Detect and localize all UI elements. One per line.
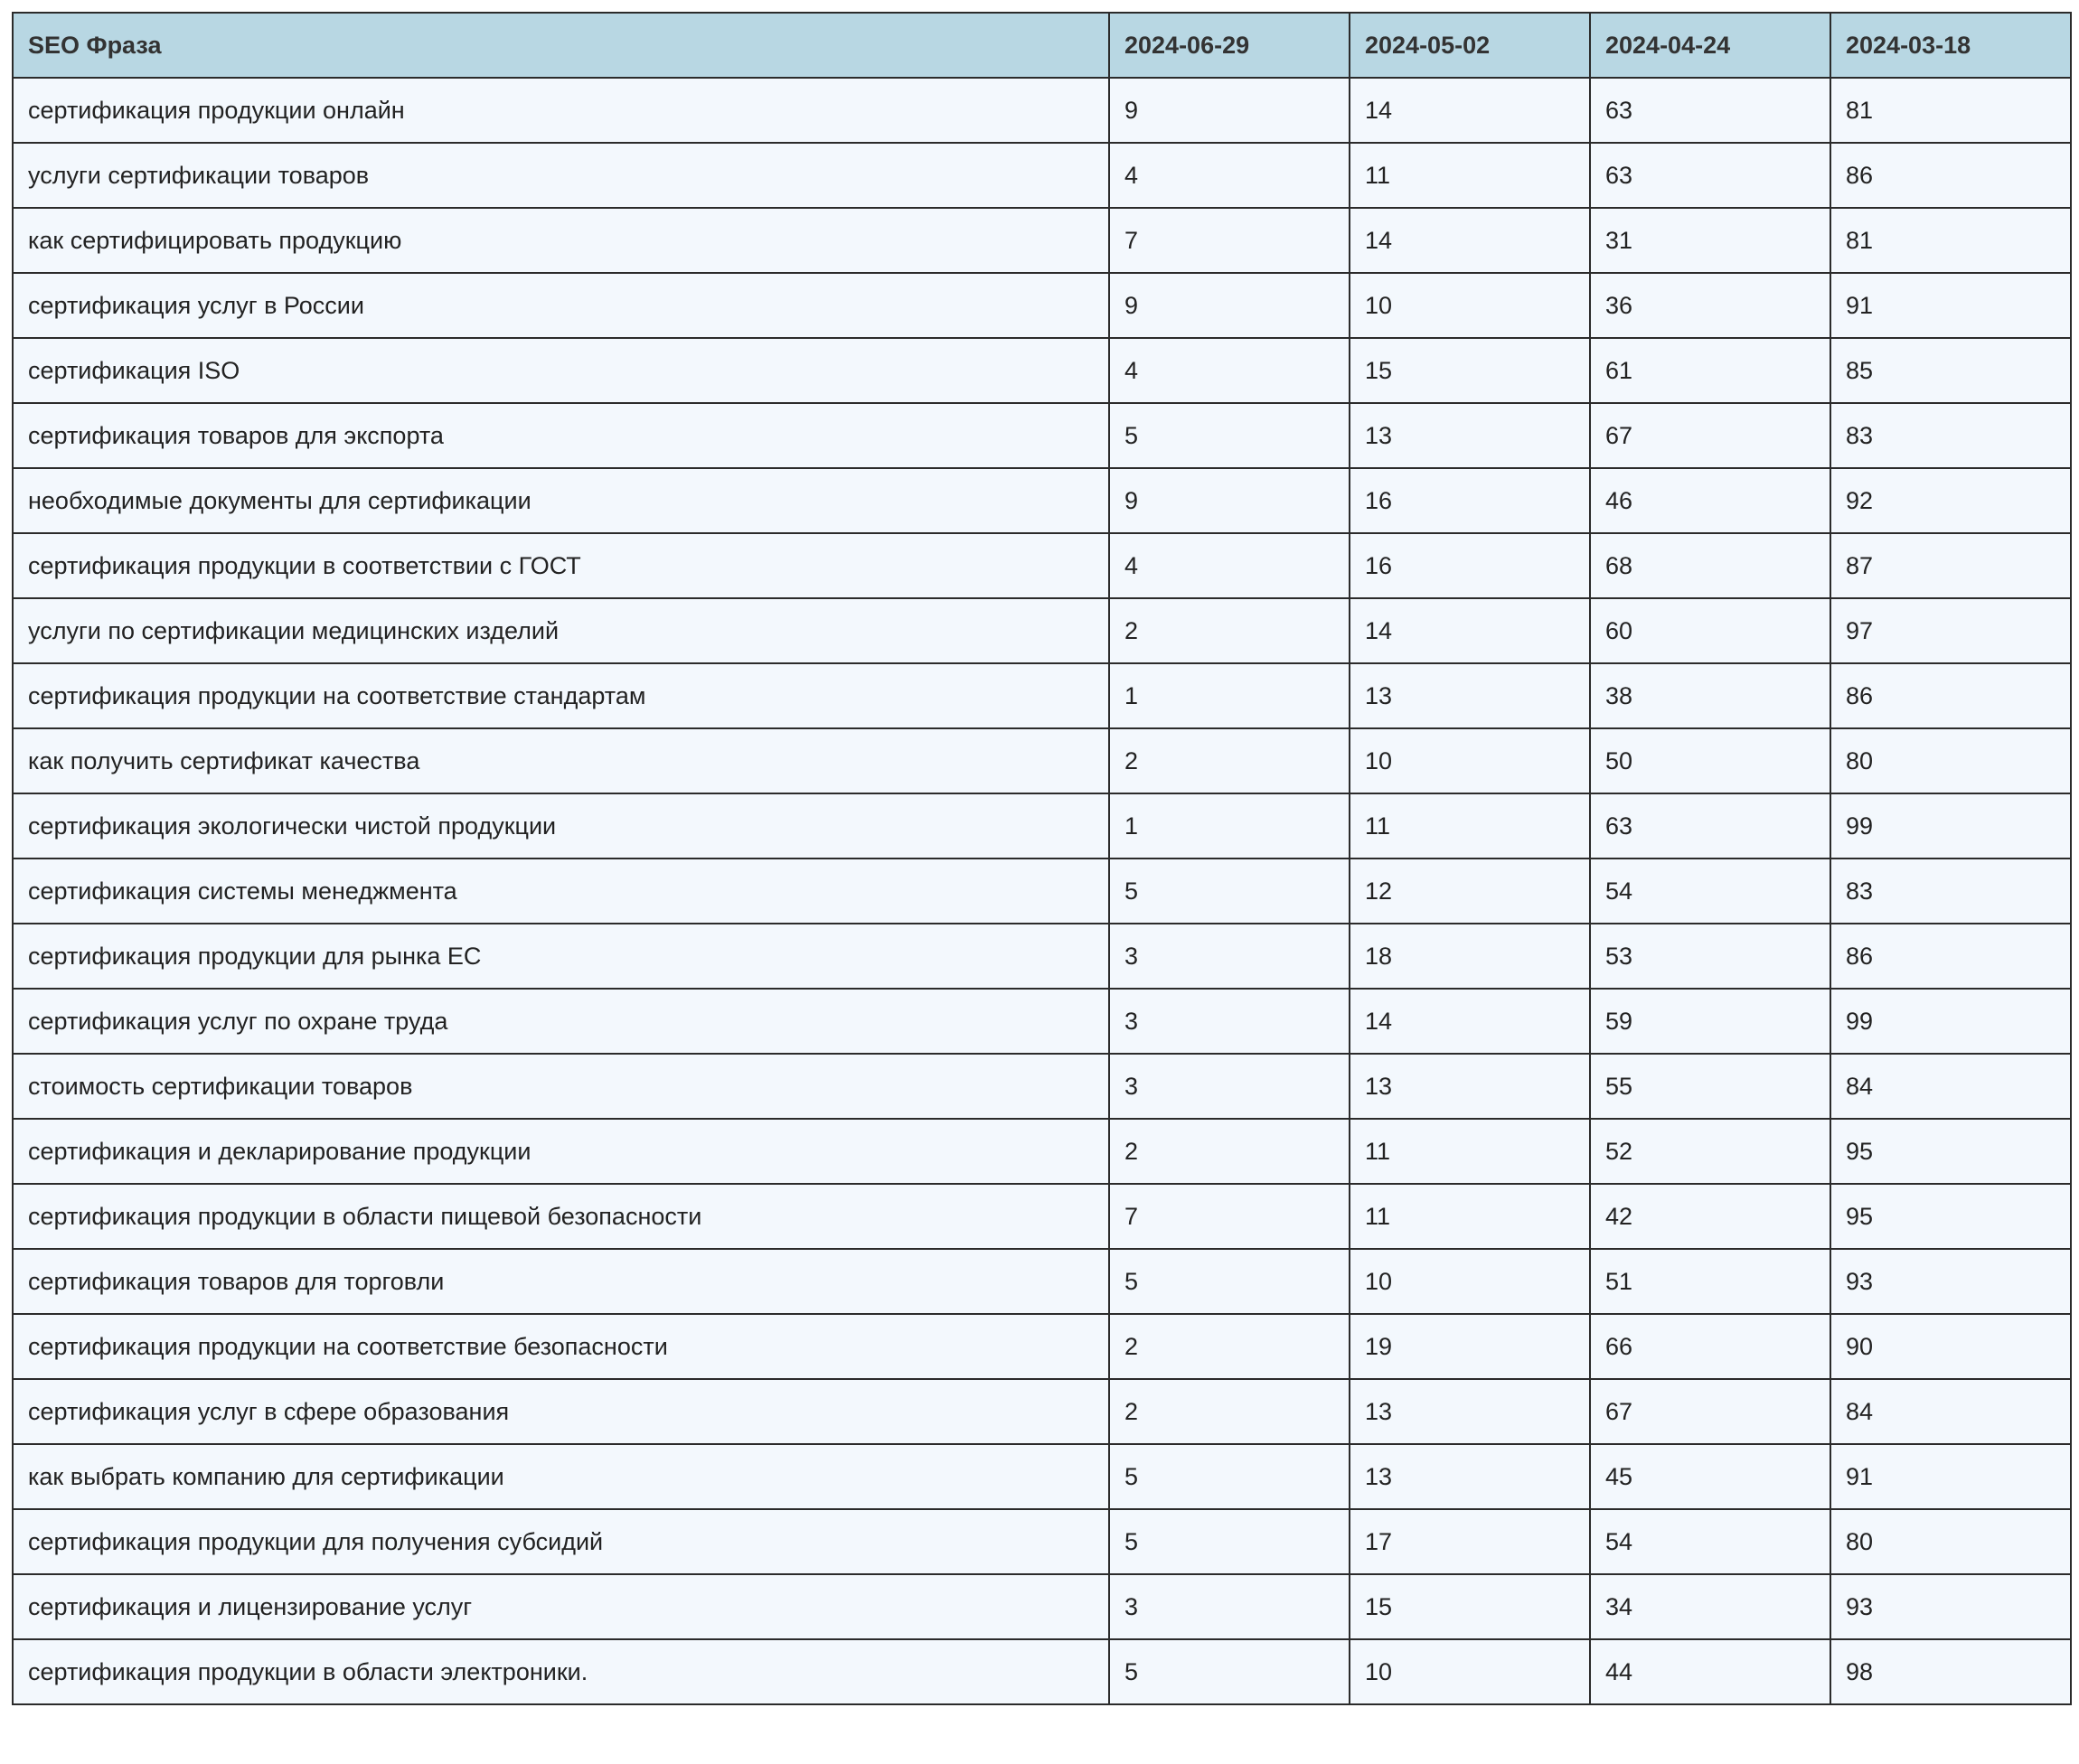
cell-position-value: 80 xyxy=(1830,728,2071,793)
table-row xyxy=(13,1574,2071,1639)
cell-position-value: 4 xyxy=(1109,143,1350,208)
cell-position-value: 44 xyxy=(1590,1639,1830,1704)
cell-position-value: 13 xyxy=(1350,1379,1590,1444)
cell-position-value: 2 xyxy=(1109,598,1350,663)
cell-position-value: 11 xyxy=(1350,1119,1590,1184)
cell-position-value: 5 xyxy=(1109,859,1350,924)
cell-seo-phrase: сертификация услуг по охране труда xyxy=(13,989,1109,1054)
cell-position-value: 16 xyxy=(1350,468,1590,533)
table-row xyxy=(13,143,2071,208)
cell-position-value: 3 xyxy=(1109,1054,1350,1119)
cell-position-value: 10 xyxy=(1350,728,1590,793)
cell-position-value: 81 xyxy=(1830,208,2071,273)
cell-seo-phrase: как выбрать компанию для сертификации xyxy=(13,1444,1109,1509)
cell-position-value: 1 xyxy=(1109,793,1350,859)
cell-seo-phrase: стоимость сертификации товаров xyxy=(13,1054,1109,1119)
table-row xyxy=(13,859,2071,924)
cell-position-value: 51 xyxy=(1590,1249,1830,1314)
header-seo-phrase: SEO Фраза xyxy=(13,13,1109,78)
cell-position-value: 50 xyxy=(1590,728,1830,793)
cell-seo-phrase: сертификация продукции для получения субсидий xyxy=(13,1509,1109,1574)
cell-position-value: 14 xyxy=(1350,598,1590,663)
cell-position-value: 18 xyxy=(1350,924,1590,989)
table-row xyxy=(13,1444,2071,1509)
cell-position-value: 99 xyxy=(1830,793,2071,859)
table-row xyxy=(13,1184,2071,1249)
cell-position-value: 10 xyxy=(1350,273,1590,338)
cell-position-value: 5 xyxy=(1109,1639,1350,1704)
cell-position-value: 68 xyxy=(1590,533,1830,598)
cell-position-value: 16 xyxy=(1350,533,1590,598)
cell-position-value: 93 xyxy=(1830,1249,2071,1314)
cell-seo-phrase: необходимые документы для сертификации xyxy=(13,468,1109,533)
cell-position-value: 98 xyxy=(1830,1639,2071,1704)
table-row xyxy=(13,1054,2071,1119)
cell-seo-phrase: сертификация товаров для торговли xyxy=(13,1249,1109,1314)
cell-position-value: 91 xyxy=(1830,273,2071,338)
header-date-4: 2024-03-18 xyxy=(1830,13,2071,78)
cell-seo-phrase: сертификация продукции в области пищевой безопасности xyxy=(13,1184,1109,1249)
cell-seo-phrase: сертификация продукции на соответствие стандартам xyxy=(13,663,1109,728)
cell-seo-phrase: сертификация системы менеджмента xyxy=(13,859,1109,924)
table-row xyxy=(13,1249,2071,1314)
cell-position-value: 63 xyxy=(1590,78,1830,143)
table-row xyxy=(13,1509,2071,1574)
cell-position-value: 67 xyxy=(1590,403,1830,468)
cell-position-value: 42 xyxy=(1590,1184,1830,1249)
table-row xyxy=(13,989,2071,1054)
header-date-3: 2024-04-24 xyxy=(1590,13,1830,78)
table-row xyxy=(13,598,2071,663)
cell-seo-phrase: сертификация продукции в области электроники. xyxy=(13,1639,1109,1704)
cell-position-value: 53 xyxy=(1590,924,1830,989)
table-row xyxy=(13,338,2071,403)
cell-position-value: 80 xyxy=(1830,1509,2071,1574)
cell-position-value: 59 xyxy=(1590,989,1830,1054)
table-row xyxy=(13,728,2071,793)
cell-position-value: 14 xyxy=(1350,78,1590,143)
cell-position-value: 5 xyxy=(1109,1249,1350,1314)
cell-seo-phrase: как сертифицировать продукцию xyxy=(13,208,1109,273)
table-row xyxy=(13,1379,2071,1444)
cell-position-value: 85 xyxy=(1830,338,2071,403)
cell-position-value: 2 xyxy=(1109,1119,1350,1184)
table-row xyxy=(13,468,2071,533)
cell-position-value: 13 xyxy=(1350,1054,1590,1119)
cell-position-value: 67 xyxy=(1590,1379,1830,1444)
cell-position-value: 55 xyxy=(1590,1054,1830,1119)
cell-seo-phrase: сертификация продукции на соответствие безопасности xyxy=(13,1314,1109,1379)
cell-position-value: 10 xyxy=(1350,1249,1590,1314)
cell-seo-phrase: как получить сертификат качества xyxy=(13,728,1109,793)
cell-position-value: 11 xyxy=(1350,1184,1590,1249)
cell-position-value: 3 xyxy=(1109,924,1350,989)
cell-position-value: 1 xyxy=(1109,663,1350,728)
cell-seo-phrase: сертификация ISO xyxy=(13,338,1109,403)
table-header-row xyxy=(13,13,2071,78)
cell-seo-phrase: сертификация услуг в России xyxy=(13,273,1109,338)
cell-position-value: 84 xyxy=(1830,1054,2071,1119)
cell-position-value: 4 xyxy=(1109,338,1350,403)
cell-position-value: 11 xyxy=(1350,793,1590,859)
cell-position-value: 3 xyxy=(1109,1574,1350,1639)
cell-position-value: 83 xyxy=(1830,403,2071,468)
cell-position-value: 84 xyxy=(1830,1379,2071,1444)
cell-position-value: 2 xyxy=(1109,728,1350,793)
cell-position-value: 54 xyxy=(1590,1509,1830,1574)
cell-position-value: 63 xyxy=(1590,793,1830,859)
cell-position-value: 61 xyxy=(1590,338,1830,403)
cell-seo-phrase: сертификация экологически чистой продукции xyxy=(13,793,1109,859)
cell-position-value: 2 xyxy=(1109,1314,1350,1379)
cell-position-value: 95 xyxy=(1830,1184,2071,1249)
cell-position-value: 13 xyxy=(1350,663,1590,728)
cell-position-value: 45 xyxy=(1590,1444,1830,1509)
cell-position-value: 38 xyxy=(1590,663,1830,728)
table-row xyxy=(13,533,2071,598)
table-row xyxy=(13,208,2071,273)
cell-position-value: 99 xyxy=(1830,989,2071,1054)
cell-seo-phrase: сертификация и лицензирование услуг xyxy=(13,1574,1109,1639)
table-row xyxy=(13,1314,2071,1379)
cell-seo-phrase: сертификация товаров для экспорта xyxy=(13,403,1109,468)
cell-position-value: 31 xyxy=(1590,208,1830,273)
cell-position-value: 95 xyxy=(1830,1119,2071,1184)
cell-position-value: 9 xyxy=(1109,468,1350,533)
cell-position-value: 2 xyxy=(1109,1379,1350,1444)
cell-position-value: 12 xyxy=(1350,859,1590,924)
seo-table-container xyxy=(12,12,2070,1705)
cell-position-value: 87 xyxy=(1830,533,2071,598)
cell-position-value: 86 xyxy=(1830,924,2071,989)
cell-seo-phrase: сертификация продукции в соответствии с ГОСТ xyxy=(13,533,1109,598)
cell-position-value: 46 xyxy=(1590,468,1830,533)
cell-position-value: 3 xyxy=(1109,989,1350,1054)
cell-position-value: 90 xyxy=(1830,1314,2071,1379)
table-body xyxy=(13,78,2071,1704)
cell-position-value: 4 xyxy=(1109,533,1350,598)
cell-position-value: 7 xyxy=(1109,1184,1350,1249)
header-date-1: 2024-06-29 xyxy=(1109,13,1350,78)
cell-position-value: 10 xyxy=(1350,1639,1590,1704)
table-row xyxy=(13,924,2071,989)
cell-position-value: 92 xyxy=(1830,468,2071,533)
header-date-2: 2024-05-02 xyxy=(1350,13,1590,78)
cell-position-value: 15 xyxy=(1350,338,1590,403)
cell-position-value: 86 xyxy=(1830,143,2071,208)
cell-seo-phrase: сертификация продукции для рынка ЕС xyxy=(13,924,1109,989)
cell-position-value: 5 xyxy=(1109,1444,1350,1509)
cell-seo-phrase: сертификация услуг в сфере образования xyxy=(13,1379,1109,1444)
cell-position-value: 5 xyxy=(1109,403,1350,468)
table-row xyxy=(13,663,2071,728)
cell-position-value: 15 xyxy=(1350,1574,1590,1639)
table-row xyxy=(13,1119,2071,1184)
table-row xyxy=(13,273,2071,338)
cell-seo-phrase: услуги по сертификации медицинских изделий xyxy=(13,598,1109,663)
cell-position-value: 19 xyxy=(1350,1314,1590,1379)
cell-position-value: 97 xyxy=(1830,598,2071,663)
cell-position-value: 5 xyxy=(1109,1509,1350,1574)
table-row xyxy=(13,793,2071,859)
cell-position-value: 9 xyxy=(1109,78,1350,143)
cell-position-value: 13 xyxy=(1350,1444,1590,1509)
cell-position-value: 81 xyxy=(1830,78,2071,143)
cell-position-value: 14 xyxy=(1350,208,1590,273)
cell-position-value: 36 xyxy=(1590,273,1830,338)
cell-position-value: 14 xyxy=(1350,989,1590,1054)
table-row xyxy=(13,78,2071,143)
seo-positions-table xyxy=(12,12,2072,1705)
cell-position-value: 54 xyxy=(1590,859,1830,924)
cell-position-value: 9 xyxy=(1109,273,1350,338)
cell-seo-phrase: услуги сертификации товаров xyxy=(13,143,1109,208)
cell-seo-phrase: сертификация продукции онлайн xyxy=(13,78,1109,143)
cell-position-value: 60 xyxy=(1590,598,1830,663)
table-row xyxy=(13,1639,2071,1704)
cell-position-value: 86 xyxy=(1830,663,2071,728)
cell-position-value: 13 xyxy=(1350,403,1590,468)
cell-position-value: 34 xyxy=(1590,1574,1830,1639)
cell-position-value: 11 xyxy=(1350,143,1590,208)
cell-position-value: 66 xyxy=(1590,1314,1830,1379)
cell-seo-phrase: сертификация и декларирование продукции xyxy=(13,1119,1109,1184)
cell-position-value: 52 xyxy=(1590,1119,1830,1184)
table-row xyxy=(13,403,2071,468)
cell-position-value: 91 xyxy=(1830,1444,2071,1509)
cell-position-value: 93 xyxy=(1830,1574,2071,1639)
cell-position-value: 17 xyxy=(1350,1509,1590,1574)
cell-position-value: 7 xyxy=(1109,208,1350,273)
cell-position-value: 63 xyxy=(1590,143,1830,208)
cell-position-value: 83 xyxy=(1830,859,2071,924)
